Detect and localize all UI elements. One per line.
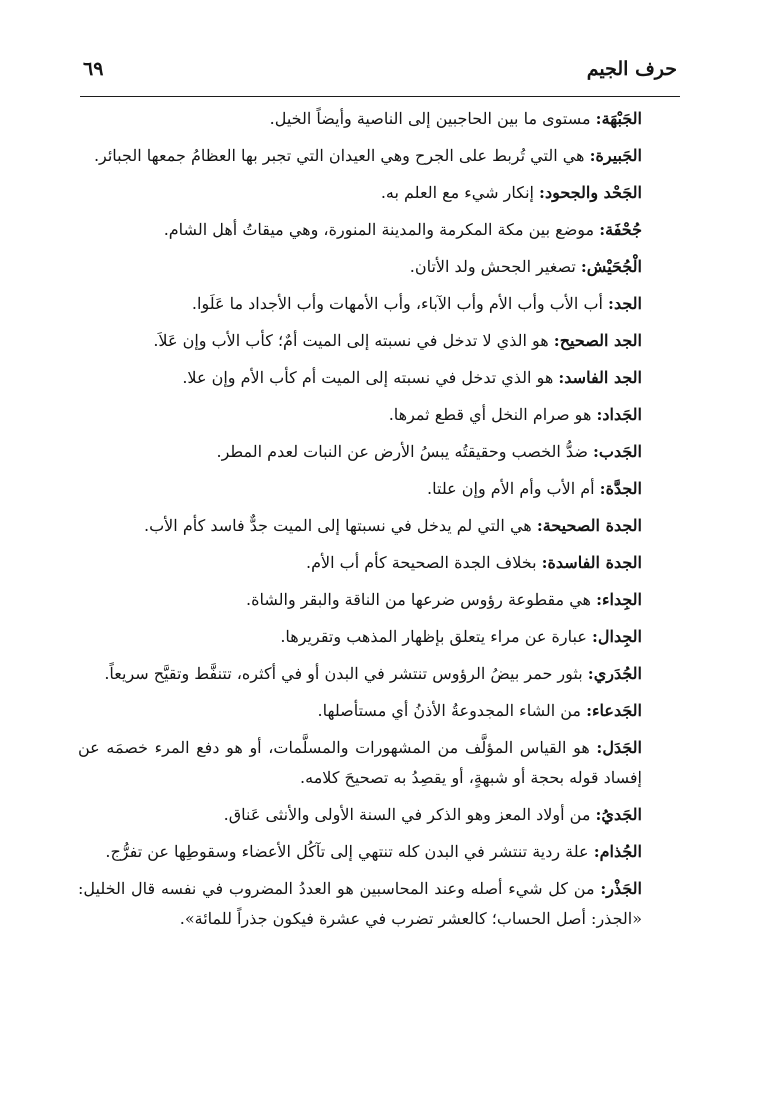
entry: [78, 548, 642, 578]
entry-definition: من الشاء المجدوعةُ الأذنُ أي مستأصلها.: [317, 701, 587, 720]
entry-definition: من كل شيء أصله وعند المحاسبين هو العددُ المضروب في نفسه قال الخليل: «الجذر: أصل الحساب؛ كالعشر تضرب في عشرة فيكون جذراً للمائة».: [78, 879, 642, 928]
entry: [78, 400, 642, 430]
entry: [78, 326, 642, 356]
entry-term: الجُذام:: [593, 842, 642, 861]
entry-term: الجدَّة:: [599, 479, 642, 498]
entry-term: الْجُحَيْش:: [580, 257, 642, 276]
entry: [78, 800, 642, 830]
entry: [78, 363, 642, 393]
glossary-entries: [78, 104, 680, 934]
entry: [78, 289, 642, 319]
entry-definition: تصغير الجحش ولد الأتان.: [409, 257, 581, 276]
entry-term: الجَديُ:: [595, 805, 642, 824]
entry-term: الجَدَل:: [596, 738, 642, 757]
entry-term: الجَبيرة:: [589, 146, 642, 165]
chapter-title: حرف الجيم: [586, 58, 677, 80]
entry-definition: هو الذي لا تدخل في نسبته إلى الميت أمٌ؛ كأب الأب وإن عَلاَ.: [153, 331, 554, 350]
entry-definition: هو الذي تدخل في نسبته إلى الميت أم كأب الأم وإن علا.: [182, 368, 559, 387]
entry: [78, 733, 642, 793]
entry-term: الجَبْهَة:: [595, 109, 642, 128]
entry-definition: بثور حمر بيضُ الرؤوس تنتشر في البدن أو في أكثره، تتنفَّط وتقيَّح سريعاً.: [104, 664, 588, 683]
entry: [78, 511, 642, 541]
entry-term: الجِدال:: [591, 627, 642, 646]
entry-term: الجَذْر:: [600, 879, 642, 898]
entry-term: الجُدَري:: [587, 664, 642, 683]
entry-definition: علة ردية تنتشر في البدن كله تنتهي إلى تآكُل الأعضاء وسقوطِها عن تفرُّج.: [105, 842, 594, 861]
entry-term: الجِداء:: [596, 590, 642, 609]
entry-definition: بخلاف الجدة الصحيحة كأم أب الأم.: [306, 553, 542, 572]
entry-term: الجد الفاسد:: [558, 368, 642, 387]
entry-term: الجَحْد والجحود:: [539, 183, 642, 202]
entry: [78, 585, 642, 615]
entry-definition: أب الأب وأب الأم وأب الآباء، وأب الأمهات وأب الأجداد ما عَلَوا.: [191, 294, 609, 313]
entry: [78, 474, 642, 504]
entry-definition: هي التي تُربط على الجرح وهي العيدان التي تجبر بها العظامُ جمعها الجبائر.: [93, 146, 590, 165]
entry: [78, 622, 642, 652]
entry-definition: عبارة عن مراء يتعلق بإظهار المذهب وتقريرها.: [280, 627, 592, 646]
entry: [78, 659, 642, 689]
entry-term: الجد الصحيح:: [553, 331, 642, 350]
entry-term: الجَداد:: [596, 405, 642, 424]
entry-term: الجَدب:: [592, 442, 642, 461]
entry-term: الجَدعاء:: [586, 701, 642, 720]
entry-definition: إنكار شيء مع العلم به.: [380, 183, 540, 202]
entry: [78, 696, 642, 726]
entry-definition: هي مقطوعة رؤوس ضرعها من الناقة والبقر والشاة.: [246, 590, 597, 609]
entry-definition: ضدُّ الخصب وحقيقتُه يبسُ الأرض عن النبات لعدم المطر.: [216, 442, 593, 461]
entry-definition: موضع بين مكة المكرمة والمدينة المنورة، وهي ميقاتُ أهل الشام.: [163, 220, 600, 239]
entry-definition: مستوى ما بين الحاجبين إلى الناصية وأيضاً الخيل.: [269, 109, 596, 128]
entry: [78, 215, 642, 245]
page-header: [83, 58, 677, 92]
entry-term: الجدة الفاسدة:: [541, 553, 642, 572]
entry: [78, 178, 642, 208]
entry: [78, 837, 642, 867]
entry-term: جُحْفَة:: [599, 220, 642, 239]
entry-definition: أم الأب وأم الأم وإن علتا.: [427, 479, 600, 498]
entry-definition: من أولاد المعز وهو الذكر في السنة الأولى والأنثى عَناق.: [223, 805, 596, 824]
entry-definition: هو صرام النخل أي قطع ثمرها.: [388, 405, 597, 424]
entry: [78, 104, 642, 134]
entry-term: الجد:: [608, 294, 642, 313]
entry-definition: هي التي لم يدخل في نسبتها إلى الميت جدٌّ فاسد كأم الأب.: [144, 516, 537, 535]
entry: [78, 874, 642, 934]
entry: [78, 252, 642, 282]
entry: [78, 437, 642, 467]
entry-term: الجدة الصحيحة:: [536, 516, 642, 535]
header-rule: [80, 96, 680, 97]
entry-definition: هو القياس المؤلَّف من المشهورات والمسلَّمات، أو هو دفع المرء خصمَه عن إفساد قوله بحجة أو شبهةٍ، أو يقصِدُ به تصحيحَ كلامه.: [78, 738, 642, 787]
page-number: ٦٩: [83, 58, 104, 80]
entry: [78, 141, 642, 171]
